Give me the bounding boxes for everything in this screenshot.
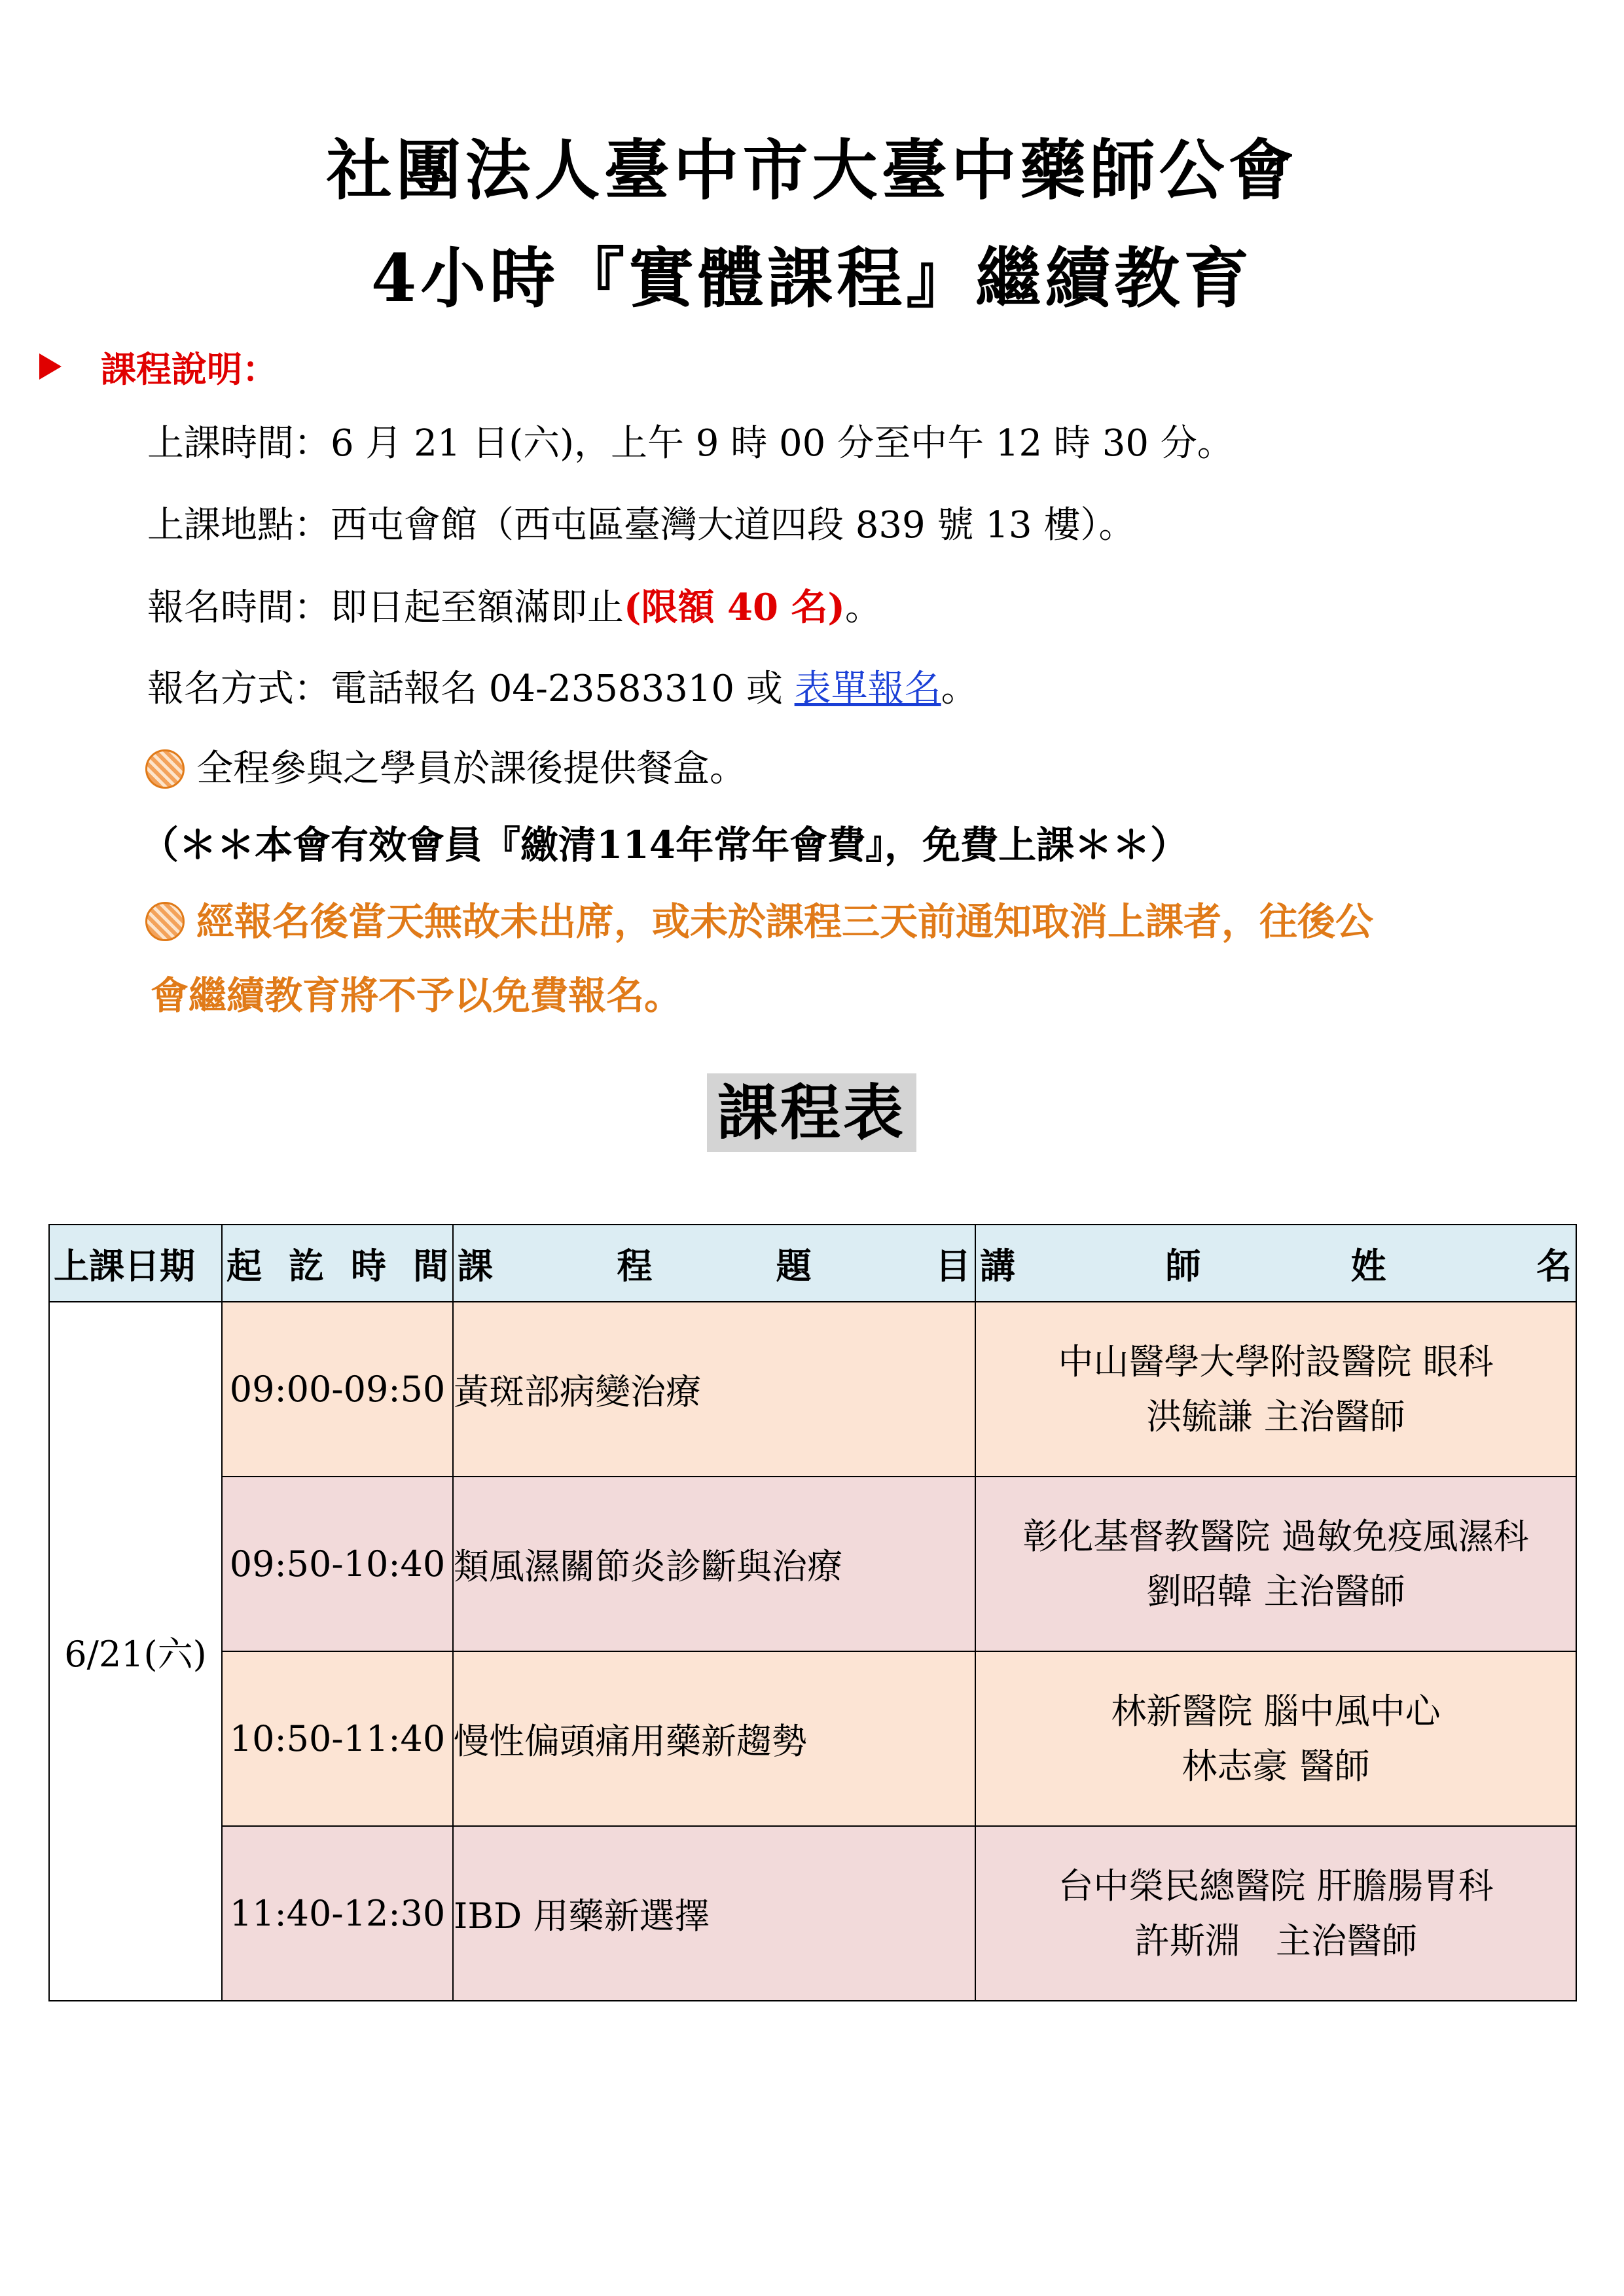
- registration-form-link[interactable]: 表單報名: [794, 668, 941, 710]
- table-row: [49, 1826, 1576, 2001]
- note-meal: [145, 749, 746, 789]
- header-topic-char: 課: [458, 1244, 493, 1287]
- lecturer-affiliation: 台中榮民總醫院 肝膽腸胃科: [1058, 1865, 1494, 1907]
- header-lecturer-char: 姓: [1350, 1244, 1386, 1287]
- hatched-circle-icon: [145, 749, 185, 789]
- course-info-heading-label: 課程說明：: [101, 348, 278, 390]
- course-date: 6/21(六): [49, 1302, 222, 2001]
- schedule-table: [48, 1224, 1577, 2001]
- header-lecturer-char: 名: [1536, 1244, 1572, 1287]
- registration-period: [147, 586, 882, 629]
- registration-limit: (限額 40 名): [624, 586, 845, 629]
- header-topic-char: 程: [617, 1244, 653, 1287]
- row-lecturer: [975, 1302, 1576, 1477]
- header-date-label: 上課日期: [54, 1244, 195, 1287]
- hatched-circle-icon: [145, 902, 185, 941]
- registration-method-text: 報名方式：電話報名 04-23583310 或: [147, 668, 795, 710]
- note-warning-line1: 經報名後當天無故未出席，或未於課程三天前通知取消上課者，往後公: [196, 899, 1374, 944]
- header-lecturer: [975, 1225, 1576, 1302]
- course-location: 上課地點：西屯會館（西屯區臺灣大道四段 839 號 13 樓）。: [147, 504, 1136, 547]
- row-time: 11:40-12:30: [222, 1826, 453, 2001]
- note-warning: [145, 899, 1374, 944]
- header-topic-char: 目: [935, 1244, 971, 1287]
- header-date: [49, 1225, 222, 1302]
- lecturer-name: 劉昭韓 主治醫師: [1146, 1570, 1405, 1612]
- header-topic: [453, 1225, 975, 1302]
- lecturer-name: 洪毓謙 主治醫師: [1146, 1395, 1405, 1437]
- row-lecturer: [975, 1651, 1576, 1826]
- header-time-char: 間: [413, 1244, 448, 1287]
- row-lecturer: [975, 1826, 1576, 2001]
- header-time: [222, 1225, 453, 1302]
- header-lecturer-char: 講: [980, 1244, 1015, 1287]
- row-topic: 慢性偏頭痛用藥新趨勢: [453, 1651, 975, 1826]
- lecturer-name: 林志豪 醫師: [1182, 1745, 1370, 1787]
- row-lecturer: [975, 1477, 1576, 1651]
- schedule-title: 課程表: [707, 1073, 916, 1152]
- header-time-char: 訖: [289, 1244, 324, 1287]
- course-info-heading: [39, 340, 278, 393]
- header-topic-char: 題: [776, 1244, 812, 1287]
- registration-method-end: 。: [941, 668, 978, 710]
- row-time: 09:50-10:40: [222, 1477, 453, 1651]
- note-meal-text: 全程參與之學員於課後提供餐盒。: [196, 747, 746, 790]
- row-topic: 黃斑部病變治療: [453, 1302, 975, 1477]
- row-topic: 類風濕關節炎診斷與治療: [453, 1477, 975, 1651]
- lecturer-affiliation: 彰化基督教醫院 過敏免疫風濕科: [1022, 1515, 1529, 1557]
- course-time: 上課時間：6 月 21 日(六)，上午 9 時 00 分至中午 12 時 30 分。: [147, 422, 1234, 465]
- table-row: [49, 1302, 1576, 1477]
- table-row: [49, 1651, 1576, 1826]
- lecturer-affiliation: 林新醫院 腦中風中心: [1111, 1690, 1441, 1732]
- header-lecturer-char: 師: [1165, 1244, 1201, 1287]
- row-topic: IBD 用藥新選擇: [453, 1826, 975, 2001]
- header-time-char: 時: [351, 1244, 386, 1287]
- row-time: 10:50-11:40: [222, 1651, 453, 1826]
- table-header-row: [49, 1225, 1576, 1302]
- registration-method: [147, 668, 978, 710]
- row-time: 09:00-09:50: [222, 1302, 453, 1477]
- lecturer-affiliation: 中山醫學大學附設醫院 眼科: [1058, 1340, 1494, 1382]
- table-row: [49, 1477, 1576, 1651]
- note-member: （＊＊本會有效會員『繳清114年常年會費』，免費上課＊＊）: [141, 823, 1189, 867]
- registration-period-end: 。: [844, 586, 882, 629]
- lecturer-name: 許斯淵 主治醫師: [1134, 1920, 1417, 1962]
- header-time-char: 起: [226, 1244, 262, 1287]
- document-title: 社團法人臺中市大臺中藥師公會: [326, 132, 1298, 209]
- note-warning-line2: 會繼續教育將不予以免費報名。: [151, 973, 683, 1018]
- document-subtitle: 4小時『實體課程』繼續教育: [370, 240, 1254, 317]
- arrow-bullet-icon: [39, 353, 62, 380]
- registration-period-text: 報名時間：即日起至額滿即止: [147, 586, 624, 629]
